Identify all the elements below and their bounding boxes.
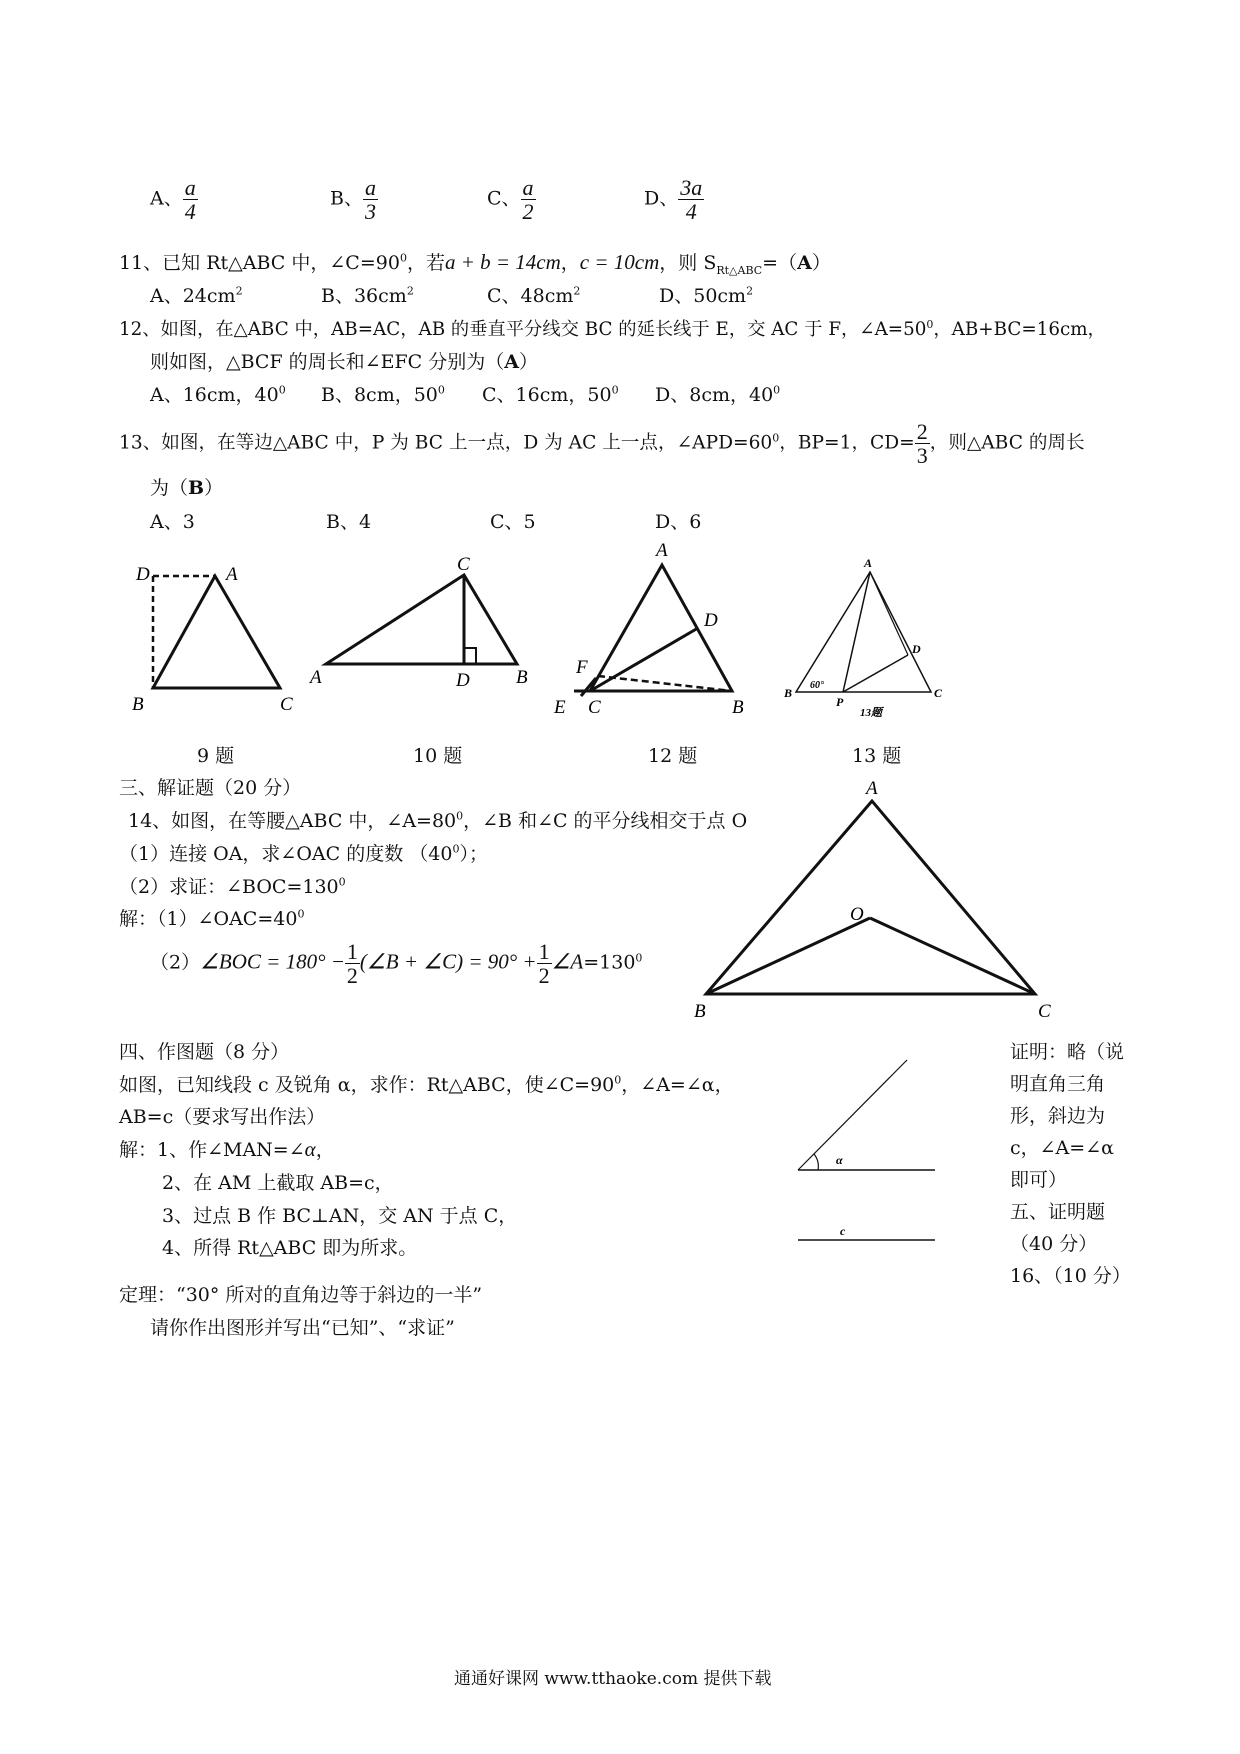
fig13-label-b: B bbox=[784, 686, 793, 700]
section4-question-line1: 如图，已知线段 c 及锐角 α，求作：Rt△ABC，使$\angle C=90^0$，∠A=∠α， bbox=[119, 1073, 734, 1096]
fig12-label-c: C bbox=[588, 697, 601, 718]
fraction: $\frac{a}{4}$ bbox=[184, 175, 196, 225]
q12-option-a: A、16cm，$40^0$ bbox=[150, 383, 286, 406]
section4-solution-step3: 3、过点 B 作 BC⊥AN，交 AN 于点 C， bbox=[162, 1205, 518, 1227]
q14-sub1: （1）连接 OA，求∠OAC 的度数 $(40^0)$； bbox=[119, 842, 488, 865]
fraction-half: $\frac{1}{2}$ bbox=[346, 939, 358, 989]
fig13-inline-label: 13题 bbox=[860, 707, 882, 719]
fraction-half: $\frac{1}{2}$ bbox=[538, 939, 550, 989]
fig12-label-d: D bbox=[704, 610, 718, 631]
fig9-caption: 9 题 bbox=[197, 745, 235, 767]
right-note-line: 明直角三角 bbox=[1010, 1073, 1106, 1095]
q14-solution1: 解：$(1)\angle OAC=40^0$ bbox=[119, 907, 305, 930]
figure-9 bbox=[132, 564, 293, 715]
q11-stem: 11、已知 Rt△ABC 中，$\angle C=90^0$，若a + b = 14cm，c = 10cm，则 $S_{Rt\triangle ABC}=(A)$ bbox=[119, 250, 831, 277]
q12-line2: 则如图，△BCF 的周长和∠EFC 分别为（A） bbox=[150, 351, 539, 373]
figure-14 bbox=[690, 778, 1070, 1028]
q13-line1: 13、如图，在等边△ABC 中，P 为 BC 上一点，D 为 AC 上一点，$\angle APD=60^0$，BP=1，CD= $\frac{2}{3}$ ，则△ABC 的周长 bbox=[119, 419, 1085, 469]
fig13-label-c: C bbox=[934, 686, 943, 700]
right-note-line: c，∠A=∠α bbox=[1010, 1137, 1114, 1159]
fraction: $\frac{2}{3}$ bbox=[916, 419, 928, 469]
fig13-label-p: P bbox=[836, 695, 844, 709]
fig12-label-e: E bbox=[554, 697, 566, 718]
right-note-line: 即可） bbox=[1010, 1169, 1068, 1191]
fig14-label-o: O bbox=[850, 904, 864, 925]
q13-line2: 为（B） bbox=[150, 477, 224, 499]
fraction: $\frac{a}{3}$ bbox=[364, 175, 376, 225]
footer: 通通好课网 www.tthaoke.com 提供下载 bbox=[454, 1669, 772, 1689]
right-column-notes bbox=[1010, 1036, 1140, 1292]
fig12-label-a: A bbox=[656, 540, 668, 561]
construction-figure bbox=[790, 1050, 950, 1250]
fig12-label-f: F bbox=[576, 657, 588, 678]
fig10-caption: 10 题 bbox=[413, 745, 463, 767]
fraction: $\frac{a}{2}$ bbox=[522, 175, 534, 225]
q12-option-d: D、8cm，$40^0$ bbox=[655, 383, 781, 406]
right-note-line: 形，斜边为 bbox=[1010, 1105, 1106, 1127]
fig14-label-a: A bbox=[866, 778, 878, 799]
q14-sub2: （2）求证：$\angle BOC=130^0$ bbox=[119, 875, 346, 898]
fig10-label-a: A bbox=[310, 667, 322, 688]
alpha-label: α bbox=[836, 1153, 843, 1167]
q13-option-a: A、3 bbox=[150, 511, 195, 533]
theorem-line2: 请你作出图形并写出“已知”、“求证” bbox=[150, 1317, 455, 1339]
fig9-label-a: A bbox=[226, 564, 238, 585]
q11-option-b: B、$36cm^2$ bbox=[321, 284, 414, 307]
q10-option-d: D、 $\frac{3a}{4}$ bbox=[644, 175, 703, 225]
q10-option-c: C、 $\frac{a}{2}$ bbox=[487, 175, 534, 225]
right-note-line: （40 分） bbox=[1010, 1233, 1098, 1255]
section4-solution-step1: 解：1、作∠MAN=∠α， bbox=[119, 1137, 335, 1161]
q11-option-a: A、$24cm^2$ bbox=[150, 284, 243, 307]
q12-option-b: B、8cm，$50^0$ bbox=[321, 383, 445, 406]
fraction: $\frac{3a}{4}$ bbox=[680, 175, 703, 225]
fig12-caption: 12 题 bbox=[648, 745, 698, 767]
q10-option-b: B、 $\frac{a}{3}$ bbox=[330, 175, 376, 225]
fig13-label-d: D bbox=[912, 642, 921, 656]
section4-question-line2: AB=c（要求写出作法） bbox=[119, 1106, 326, 1128]
q12-line1: 12、如图，在△ABC 中，AB=AC，AB 的垂直平分线交 BC 的延长线于 E，交 AC 于 F，$\angle A=50^0$，AB+BC=16cm， bbox=[119, 317, 1106, 340]
section4-solution-step4: 4、所得 Rt△ABC 即为所求。 bbox=[162, 1237, 418, 1259]
fig10-label-c: C bbox=[457, 554, 470, 575]
section4-solution-step2: 2、在 AM 上截取 AB=c， bbox=[162, 1172, 394, 1194]
fig9-label-b: B bbox=[132, 694, 144, 715]
q13-option-c: C、5 bbox=[490, 511, 536, 533]
fig10-label-d: D bbox=[456, 670, 470, 691]
figure-12 bbox=[553, 540, 744, 718]
right-note-line: 16、（10 分） bbox=[1010, 1265, 1131, 1287]
q11-option-c: C、$48cm^2$ bbox=[487, 284, 581, 307]
fig14-label-b: B bbox=[694, 1001, 706, 1022]
q12-option-c: C、16cm，$50^0$ bbox=[482, 383, 619, 406]
fig13-caption: 13 题 bbox=[852, 745, 902, 767]
section4-title: 四、作图题（8 分） bbox=[119, 1041, 290, 1063]
q14-solution2: （2）∠BOC = 180° − $\frac{1}{2}$ (∠B + ∠C) = 90° + $\frac{1}{2}$ $\angle A=130^0$ bbox=[150, 939, 643, 989]
fig13-label-a: A bbox=[864, 556, 873, 570]
q11-option-d: D、$50cm^2$ bbox=[659, 284, 754, 307]
figure-10 bbox=[308, 554, 528, 691]
figures-row bbox=[120, 530, 1120, 760]
segment-c-label: c bbox=[840, 1224, 846, 1238]
fig14-label-c: C bbox=[1038, 1001, 1051, 1022]
fig10-label-b: B bbox=[516, 667, 528, 688]
fig13-angle-label: 60° bbox=[810, 680, 824, 691]
figure-13 bbox=[783, 556, 943, 719]
right-note-line: 证明：略（说 bbox=[1010, 1041, 1125, 1063]
q13-option-b: B、4 bbox=[326, 511, 372, 533]
fig9-label-d: D bbox=[136, 564, 150, 585]
q10-option-a: A、 $\frac{a}{4}$ bbox=[150, 175, 196, 225]
fig9-label-c: C bbox=[280, 694, 293, 715]
right-note-line: 五、证明题 bbox=[1010, 1201, 1106, 1223]
q14-stem: 14、如图，在等腰△ABC 中，$\angle A=80^0$，∠B 和∠C 的平分线相交于点 O bbox=[128, 809, 748, 832]
q13-option-d: D、6 bbox=[655, 511, 702, 533]
theorem-line1: 定理：“30° 所对的直角边等于斜边的一半” bbox=[119, 1284, 483, 1306]
section3-title: 三、解证题（20 分） bbox=[119, 777, 302, 799]
fig12-label-b: B bbox=[732, 697, 744, 718]
